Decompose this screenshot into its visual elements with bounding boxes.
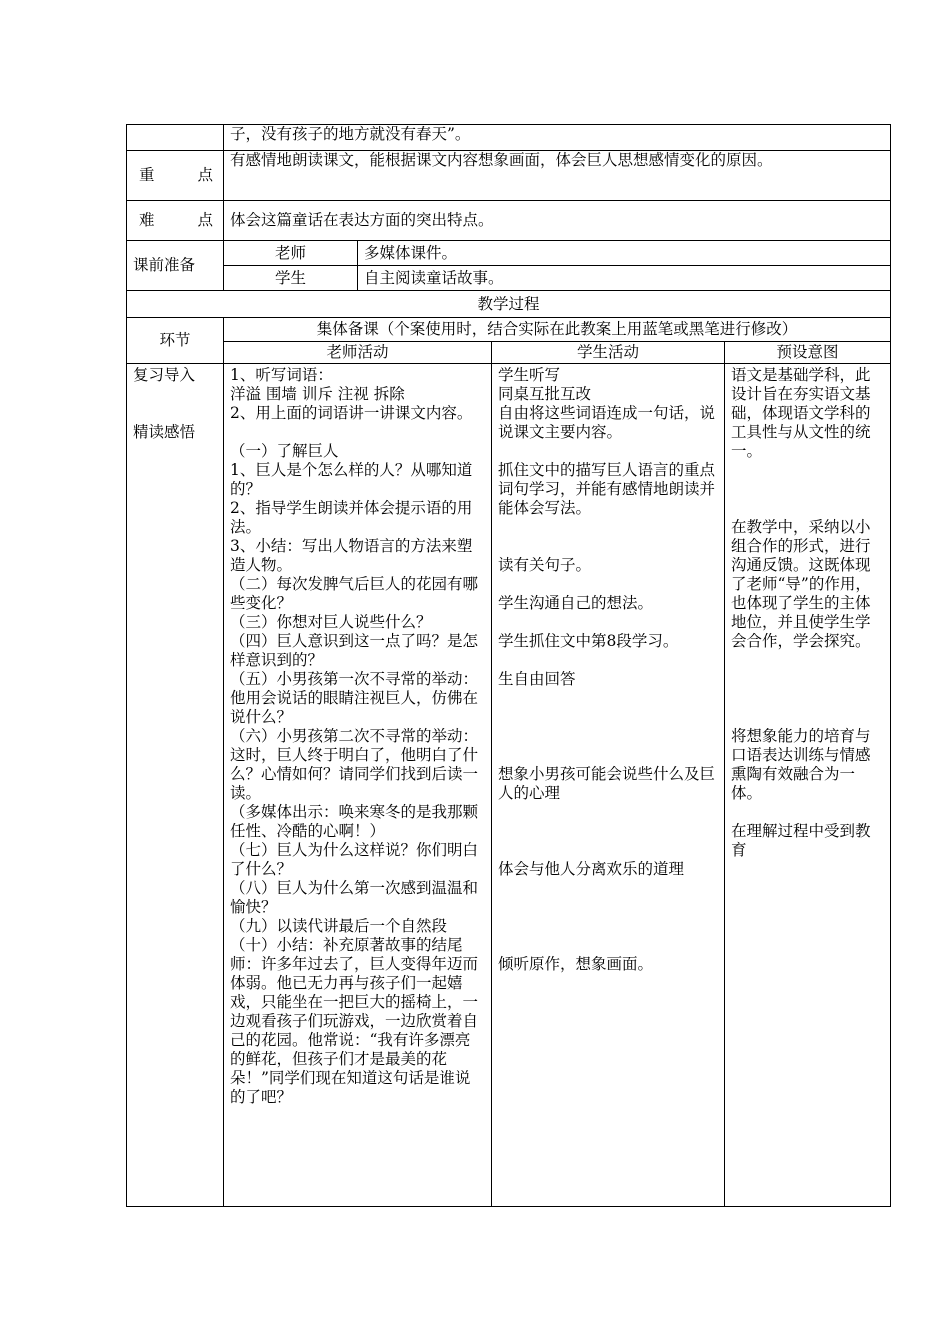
key-point-row — [127, 151, 891, 201]
lesson-plan-table — [126, 124, 891, 1207]
prep-student-label: 学生 — [224, 266, 358, 291]
prep-teacher-row — [127, 241, 891, 266]
difficulty-row — [127, 201, 891, 241]
difficulty-label: 难 点 — [127, 201, 224, 241]
continuation-label-cell — [127, 125, 224, 151]
col-teacher-header: 老师活动 — [224, 342, 492, 364]
process-title-row — [127, 291, 891, 318]
process-title: 教学过程 — [127, 291, 891, 318]
continuation-row — [127, 125, 891, 151]
prep-teacher-label: 老师 — [224, 241, 358, 266]
column-header-row — [127, 342, 891, 364]
design-intent: 语文是基础学科，此设计旨在夯实语文基础，体现语文学科的工具性与从文性的统一。 在教学中，采纳以小组合作的形式，进行沟通反馈。这既体现了老师“导”的作用，也体现了学生的主体地位，并且使学生学会合作，学会探究。 将想象能力的培育与口语表达训练与情感熏陶有效融合为一体。 在理解过程中受到教育 — [725, 364, 891, 1207]
prep-student-value: 自主阅读童话故事。 — [358, 266, 891, 291]
stage-review: 复习导入 — [133, 366, 196, 384]
key-point-content: 有感情地朗读课文，能根据课文内容想象画面，体会巨人思想感情变化的原因。 — [224, 151, 891, 201]
prep-label: 课前准备 — [127, 241, 224, 291]
key-point-label: 重 点 — [127, 151, 224, 201]
stage-cell — [127, 364, 224, 1207]
stage-close-reading: 精读感悟 — [133, 423, 196, 441]
group-note-row — [127, 318, 891, 342]
col-student-header: 学生活动 — [492, 342, 725, 364]
prep-teacher-value: 多媒体课件。 — [358, 241, 891, 266]
prep-student-row — [127, 266, 891, 291]
continuation-text: 子，没有孩子的地方就没有春天”。 — [224, 125, 891, 151]
stage-header: 环节 — [127, 318, 224, 364]
teacher-activity: 1、听写词语： 洋溢 围墙 训斥 注视 拆除 2、用上面的词语讲一讲课文内容。 （一）了解巨人 1、巨人是个怎么样的人？从哪知道的？ 2、指导学生朗读并体会提示语的用法。 3、小结：写出人物语言的方法来塑造人物。 （二）每次发脾气后巨人的花园有哪些变化？ （三）你想对巨人说些什么？ （四）巨人意识到这一点了吗？是怎样意识到的？ （五）小男孩第一次不寻常的举动：他用会说话的眼睛注视巨人，仿佛在说什么？ （六）小男孩第二次不寻常的举动：这时，巨人终于明白了，他明白了什么？心情如何？请同学们找到后读一读。 （多媒体出示：唤来寒冬的是我那颗任性、冷酷的心啊！） （七）巨人为什么这样说？你们明白了什么？ （八）巨人为什么第一次感到温温和愉快？ （九）以读代讲最后一个自然段 （十）小结：补充原著故事的结尾 师：许多年过去了，巨人变得年迈而体弱。他已无力再与孩子们一起嬉戏，只能坐在一把巨大的摇椅上，一边观看孩子们玩游戏，一边欣赏着自己的花园。他常说：“我有许多漂亮的鲜花，但孩子们才是最美的花朵！”同学们现在知道这句话是谁说的了吧？ — [224, 364, 492, 1207]
difficulty-content: 体会这篇童话在表达方面的突出特点。 — [224, 201, 891, 241]
main-content-row — [127, 364, 891, 1207]
col-intent-header: 预设意图 — [725, 342, 891, 364]
lesson-plan-page — [126, 124, 890, 1207]
group-note: 集体备课（个案使用时，结合实际在此教案上用蓝笔或黑笔进行修改） — [224, 318, 891, 342]
student-activity: 学生听写 同桌互批互改 自由将这些词语连成一句话，说说课文主要内容。 抓住文中的描写巨人语言的重点词句学习，并能有感情地朗读并能体会写法。 读有关句子。 学生沟通自己的想法。 学生抓住文中第8段学习。 生自由回答 想象小男孩可能会说些什么及巨人的心理 体会与他人分离欢乐的道理 倾听原作，想象画面。 — [492, 364, 725, 1207]
